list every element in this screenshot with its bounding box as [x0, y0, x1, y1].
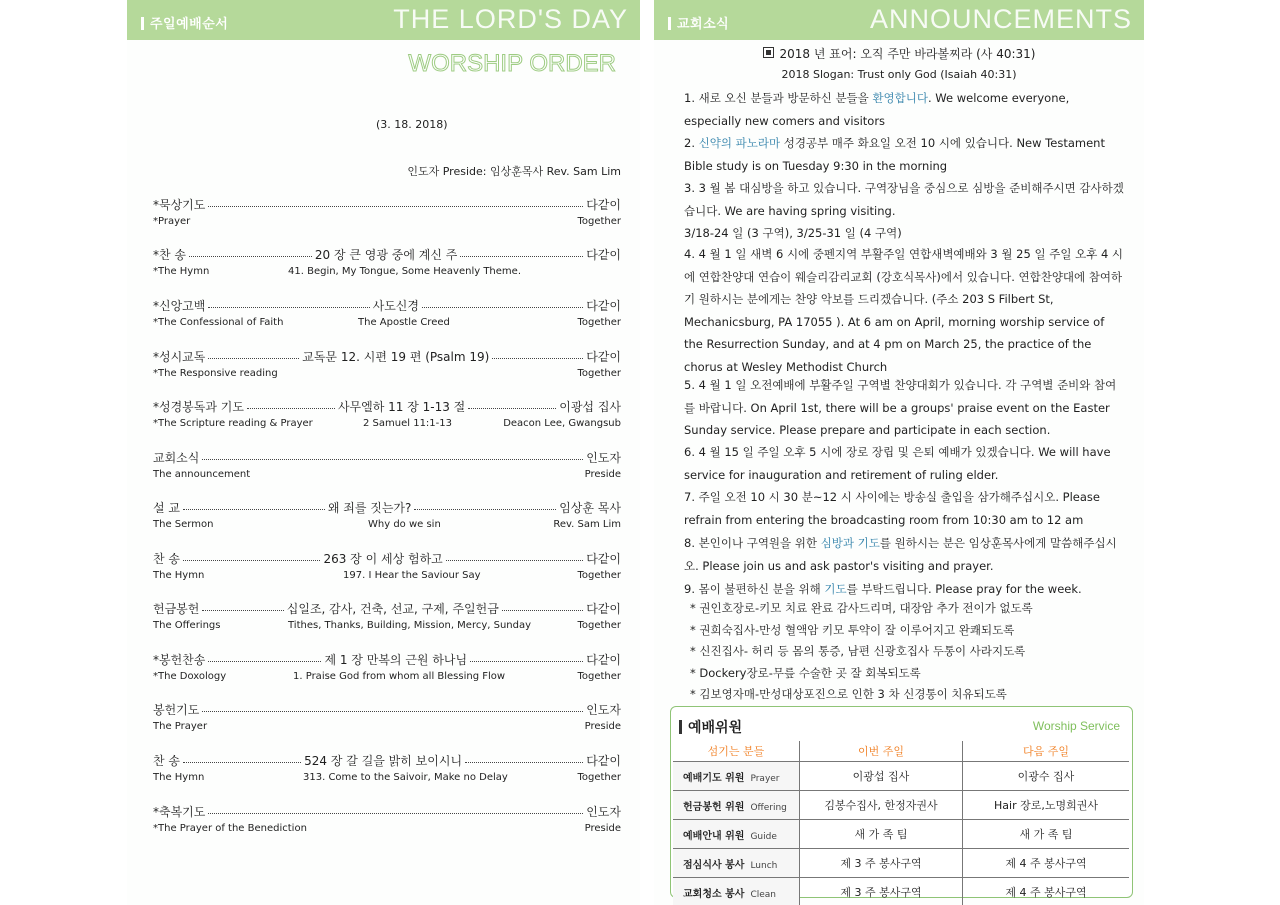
order-item-title: *봉헌찬송 — [153, 652, 206, 667]
order-item-leader: 인도자 — [586, 450, 621, 465]
order-item-leader-en: Together — [577, 216, 621, 227]
dot-leader — [465, 761, 583, 763]
order-item-title-en: The Hymn — [153, 570, 205, 581]
order-item-detail-en: 2 Samuel 11:1-13 — [363, 418, 452, 429]
order-item — [153, 348, 621, 388]
announcement-6: 6. 4 월 15 일 주일 오후 5 시에 장로 장립 및 은퇴 예배가 있겠습니다. We will have service for inauguration and retirement of ruling elder. — [684, 445, 1111, 482]
order-item-leader: 임상훈 목사 — [559, 500, 621, 515]
order-item-leader-en: Preside — [584, 721, 621, 732]
left-header-bar — [127, 0, 640, 40]
table-row: 교회청소 봉사 Clean 제 3 주 봉사구역 제 4 주 봉사구역 — [673, 878, 1129, 905]
order-item-detail-en: Why do we sin — [368, 519, 441, 530]
table-header: 이번 주일 — [800, 741, 963, 762]
dot-leader — [202, 609, 283, 611]
order-item-title-en: *The Hymn — [153, 266, 210, 277]
announcement-3: 3. 3 월 봄 대심방을 하고 있습니다. 구역장님을 중심으로 심방을 준비해주시면 감사하겠습니다. We are having spring visiting. 3/18-24 일 (3 구역), 3/25-31 일 (4 구역) — [684, 181, 1124, 240]
page-gutter — [640, 0, 654, 905]
table-row: 예배기도 위원 Prayer 이광섭 집사 이광수 집사 — [673, 762, 1129, 791]
table-row: 예배안내 위원 Guide 새 가 족 팀 새 가 족 팀 — [673, 820, 1129, 849]
order-item-title: *축복기도 — [153, 804, 206, 819]
order-item — [153, 651, 621, 691]
order-item-title-en: *The Scripture reading & Prayer — [153, 418, 313, 429]
table-header: 다음 주일 — [963, 741, 1130, 762]
order-item-title: *성시교독 — [153, 349, 206, 364]
order-item-leader: 다같이 — [586, 247, 621, 262]
dot-leader — [470, 660, 583, 662]
order-item-detail-en: The Apostle Creed — [358, 317, 450, 328]
prayer-request-item: * 권인호장로-키모 치료 완료 감사드리며, 대장암 추가 전이가 없도록 — [690, 601, 1033, 615]
section-label: 주일예배순서 — [141, 13, 228, 32]
dot-leader — [202, 710, 583, 712]
dot-leader — [422, 306, 583, 308]
order-item-detail: 사무엘하 11 장 1-13 절 — [337, 399, 466, 414]
announcement-4: 4. 4 월 1 일 새벽 6 시에 중펜지역 부활주일 연합새벽예배와 3 월 25 일 주일 오후 4 시에 연합찬양대 연습이 웨슬리감리교회 (강호식목사)에서 있습니다. 연합찬양대에 참여하기 원하시는 분에게는 찬양 악보를 드리겠습니다. (주소 203 S Filbert St, Mechanicsburg, PA 17055 ). At 6 am on April, morning worship service of the Resurrection Sunday, and at 4 pm on March 25, the practice of the chorus at Wesley Methodist Church — [684, 247, 1124, 374]
dot-leader — [247, 407, 335, 409]
order-item-leader: 다같이 — [586, 652, 622, 667]
section-label: 교회소식 — [668, 13, 729, 32]
right-header-bar — [654, 0, 1144, 40]
prayer-request-item: * 신진집사- 허리 등 몸의 통증, 남편 신광호집사 두통이 사라지도록 — [690, 644, 1026, 658]
dot-leader — [208, 660, 321, 662]
order-item-title-en: The Prayer — [153, 721, 208, 732]
order-item-leader-en: Together — [577, 620, 621, 631]
dot-leader — [446, 559, 583, 561]
order-item-detail: 제 1 장 만복의 근원 하나님 — [324, 652, 468, 667]
order-item — [153, 246, 621, 286]
visiting-schedule: 3/18-24 일 (3 구역), 3/25-31 일 (4 구역) — [684, 226, 902, 240]
announcements-page — [654, 0, 1144, 905]
order-item-detail: 524 장 갈 길을 밝히 보이시니 — [304, 753, 463, 768]
order-item-leader: 다같이 — [586, 601, 621, 616]
prayer-requests — [690, 598, 1120, 706]
order-item-detail: 20 장 큰 영광 중에 계신 주 — [314, 247, 458, 262]
order-item-leader: 인도자 — [586, 702, 621, 717]
order-item — [153, 499, 621, 539]
order-item — [153, 752, 621, 792]
dot-leader — [208, 357, 299, 359]
dot-leader — [414, 508, 556, 510]
order-item-title: *성경봉독과 기도 — [153, 399, 244, 414]
announcement-5: 5. 4 월 1 일 오전예배에 부활주일 구역별 찬양대회가 있습니다. 각 구역별 준비와 참여를 바랍니다. On April 1st, there will be a groups' praise event on the Easter Sunday service. Please prepare and participate in each section. — [684, 378, 1117, 437]
announcement-9: 9. 몸이 불편하신 분을 위해 기도를 부탁드립니다. Please pray for the week. — [684, 582, 1082, 596]
table-row: 점심식사 봉사 Lunch 제 3 주 봉사구역 제 4 주 봉사구역 — [673, 849, 1129, 878]
order-item-leader-en: Together — [577, 772, 621, 783]
order-item-leader: 다같이 — [586, 298, 621, 313]
order-item — [153, 600, 621, 640]
order-item — [153, 701, 621, 741]
worship-service-subtitle: Worship Service — [1032, 719, 1120, 733]
slogan-english: 2018 Slogan: Trust only God (Isaiah 40:31) — [781, 68, 1017, 81]
order-item-title-en: The Offerings — [153, 620, 221, 631]
order-item-detail-en: 41. Begin, My Tongue, Some Heavenly Theme. — [288, 266, 521, 277]
order-item-leader-en: Together — [577, 570, 621, 581]
order-item — [153, 398, 621, 438]
worship-order-page — [127, 0, 640, 905]
header-title: THE LORD'S DAY — [393, 4, 628, 34]
order-item-leader: 다같이 — [586, 753, 621, 768]
order-item-title-en: *Prayer — [153, 216, 191, 227]
order-item-title-en: *The Doxology — [153, 671, 227, 682]
order-item-leader-en: Preside — [584, 469, 621, 480]
service-date: (3. 18. 2018) — [376, 118, 448, 131]
worship-service-table — [673, 741, 1129, 905]
worship-order-title: WORSHIP ORDER — [408, 50, 616, 77]
order-item-title: *묵상기도 — [153, 197, 206, 212]
order-item-detail: 십일조, 감사, 건축, 선교, 구제, 주일헌금 — [286, 601, 499, 616]
table-header: 섬기는 분들 — [673, 741, 800, 762]
dot-leader — [202, 458, 583, 460]
dot-leader — [208, 205, 583, 207]
order-item-title-en: The Sermon — [153, 519, 214, 530]
order-item-leader: 다같이 — [586, 551, 621, 566]
order-item-title: 설 교 — [153, 500, 180, 515]
order-item-title-en: *The Prayer of the Benediction — [153, 823, 307, 834]
order-item — [153, 803, 621, 843]
order-item-detail-en: 197. I Hear the Saviour Say — [343, 570, 481, 581]
worship-service-title: 예배위원 — [679, 717, 742, 737]
dot-leader — [183, 559, 320, 561]
order-item-title-en: The announcement — [153, 469, 251, 480]
order-item-leader-en: Rev. Sam Lim — [553, 519, 621, 530]
order-item-leader: 인도자 — [586, 804, 621, 819]
order-item-leader-en: Preside — [584, 823, 621, 834]
order-item-title: *찬 송 — [153, 247, 186, 262]
header-title: ANNOUNCEMENTS — [869, 4, 1132, 34]
order-item — [153, 449, 621, 489]
dot-leader — [460, 255, 583, 257]
order-item-title-en: *The Confessional of Faith — [153, 317, 284, 328]
order-item-detail: 263 장 이 세상 험하고 — [323, 551, 443, 566]
dot-leader — [492, 357, 583, 359]
order-item-title: 찬 송 — [153, 551, 180, 566]
square-bullet-icon — [763, 47, 774, 58]
order-item-detail-en: 1. Praise God from whom all Blessing Flow — [293, 671, 506, 682]
dot-leader — [208, 306, 369, 308]
order-item-detail: 사도신경 — [372, 298, 419, 313]
order-item — [153, 550, 621, 590]
order-item-title: 찬 송 — [153, 753, 180, 768]
order-item-leader-en: Together — [577, 671, 621, 682]
announcement-1: 1. 새로 오신 분들과 방문하신 분들을 환영합니다. We welcome everyone, especially new comers and visitors — [684, 91, 1070, 128]
dot-leader — [468, 407, 556, 409]
order-item-title: *신앙고백 — [153, 298, 206, 313]
order-item-leader: 다같이 — [586, 197, 621, 212]
dot-leader — [189, 255, 312, 257]
prayer-request-item: * 김보영자매-만성대상포진으로 인한 3 차 신경통이 치유되도록 — [690, 687, 1007, 701]
dot-leader — [208, 812, 583, 814]
order-item-title: 헌금봉헌 — [153, 601, 200, 616]
order-item-detail: 왜 죄를 짓는가? — [327, 500, 412, 515]
order-item-title-en: *The Responsive reading — [153, 368, 278, 379]
announcement-2: 2. 신약의 파노라마 성경공부 매주 화요일 오전 10 시에 있습니다. New Testament Bible study is on Tuesday 9:30 in the morning — [684, 136, 1105, 173]
order-item-detail-en: Tithes, Thanks, Building, Mission, Mercy, Sunday — [288, 620, 532, 631]
order-item-title: 봉헌기도 — [153, 702, 200, 717]
prayer-request-item: * Dockery장로-무릎 수술한 곳 잘 회복되도록 — [690, 665, 921, 680]
slogan-korean: 2018 년 표어: 오직 주만 바라볼찌라 (사 40:31) — [654, 45, 1144, 62]
order-item-detail: 교독문 12. 시편 19 편 (Psalm 19) — [302, 349, 490, 364]
order-item — [153, 297, 621, 337]
worship-service-box — [670, 706, 1133, 898]
order-item-leader-en: Together — [577, 317, 621, 328]
order-item-leader-en: Deacon Lee, Gwangsub — [503, 418, 621, 429]
order-item-leader-en: Together — [577, 368, 621, 379]
prayer-request-item: * 권희숙집사-만성 혈액암 키모 투약이 잘 이루어지고 완쾌되도록 — [690, 622, 1015, 637]
dot-leader — [183, 508, 325, 510]
announcement-8: 8. 본인이나 구역원을 위한 심방과 기도를 원하시는 분은 임상훈목사에게 말씀해주십시오. Please join us and ask pastor's visiting and prayer. — [684, 536, 1117, 573]
order-item-detail-en: 313. Come to the Saivoir, Make no Delay — [303, 772, 508, 783]
dot-leader — [502, 609, 583, 611]
order-item-leader: 이광섭 집사 — [559, 399, 622, 414]
order-item — [153, 196, 621, 236]
order-item-leader: 다같이 — [586, 349, 621, 364]
order-item-title-en: The Hymn — [153, 772, 205, 783]
announcement-7: 7. 주일 오전 10 시 30 분~12 시 사이에는 방송실 출입을 삼가해주십시오. Please refrain from entering the broadcasting room from 10:30 am to 12 am — [684, 490, 1100, 527]
table-row: 헌금봉헌 위원 Offering 김봉수집사, 한정자권사 Hair 장로,노명희권사 — [673, 791, 1129, 820]
preside-line: 인도자 Preside: 임상훈목사 Rev. Sam Lim — [407, 165, 621, 178]
dot-leader — [183, 761, 301, 763]
order-item-title: 교회소식 — [153, 450, 200, 465]
